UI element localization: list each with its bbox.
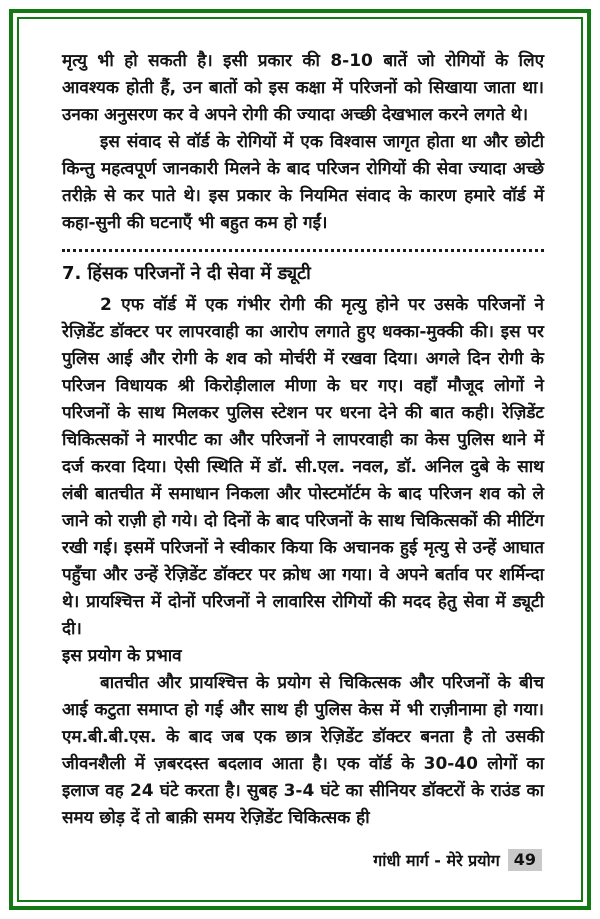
body-paragraph-1: मृत्यु भी हो सकती है। इसी प्रकार की 8-10 बातें जो रोगियों के लिए आवश्यक होती हैं, उन बातों को इस कक्षा में परिजनों को सिखाया जाता था। उनका अनुसरण कर वे अपने रोगी की ज्यादा अच्छी देखभाल करने लगते थे। (62, 51, 544, 125)
body-paragraph-3: 2 एफ वॉर्ड में एक गंभीर रोगी की मृत्यु होने पर उसके परिजनों ने रेज़िडेंट डॉक्टर पर लापरवाही का आरोप लगाते हुए धक्का-मुक्की की। इस पर पुलिस आई और रोगी के शव को मोर्चरी में रखवा दिया। अगले दिन रोगी के परिजन विधायक श्री किरोड़ीलाल मीणा के घर गए। वहाँ मौजूद लोगों ने परिजनों के साथ मिलकर पुलिस स्टेशन पर धरना देने की बात कही। रेज़िडेंट चिकित्सकों ने मारपीट का और परिजनों ने लापरवाही का केस पुलिस थाने में दर्ज करवा दिया। ऐसी स्थिति में डॉ. सी.एल. नवल, डॉ. अनिल दुबे के साथ लंबी बातचीत में समाधान निकला और पोस्टमॉर्टम के बाद परिजन शव को ले जाने को राज़ी हो गये। दो दिनों के बाद परिजनों के साथ चिकित्सकों की मीटिंग रखी गई। इसमें परिजनों ने स्वीकार किया कि अचानक हुई मृत्यु से उन्हें आघात पहुँचा और उन्हें रेज़िडेंट डॉक्टर पर क्रोध आ गया। वे अपने बर्ताव पर शर्मिन्दा थे। प्रायश्चित्त में दोनों परिजनों ने लावारिस रोगियों की मदद हेतु सेवा में ड्यूटी दी। (62, 295, 544, 639)
body-paragraph-4: बातचीत और प्रायश्चित्त के प्रयोग से चिकित्सक और परिजनों के बीच आई कटुता समाप्त हो गई और साथ ही पुलिस केस में भी राज़ीनामा हो गया। एम.बी.बी.एस. के बाद जब एक छात्र रेज़िडेंट डॉक्टर बनता है तो उसकी जीवनशैली में ज़बरदस्त बदलाव आता है। एक वॉर्ड के 30-40 लोगों का इलाज वह 24 घंटे करता है। सुबह 3-4 घंटे का सीनियर डॉक्टरों के राउंड का समय छोड़ दें तो बाक़ी समय रेज़िडेंट चिकित्सक ही (62, 673, 544, 828)
section-heading: 7. हिंसक परिजनों ने दी सेवा में ड्यूटी (62, 263, 311, 284)
page-number: 49 (508, 849, 542, 871)
dotted-separator (62, 249, 544, 252)
page-content (62, 48, 544, 832)
sub-heading: इस प्रयोग के प्रभाव (62, 646, 182, 666)
body-paragraph-2: इस संवाद से वॉर्ड के रोगियों में एक विश्वास जागृत होता था और छोटी किन्तु महत्वपूर्ण जानकारी मिलने के बाद परिजन रोगियों की सेवा ज्यादा अच्छे तरीक़े से कर पाते थे। इस प्रकार के नियमित संवाद के कारण हमारे वॉर्ड में कहा-सुनी की घटनाएँ भी बहुत कम हो गईं। (62, 132, 544, 233)
page-footer (373, 849, 542, 871)
book-title: गांधी मार्ग - मेरे प्रयोग (373, 851, 500, 870)
